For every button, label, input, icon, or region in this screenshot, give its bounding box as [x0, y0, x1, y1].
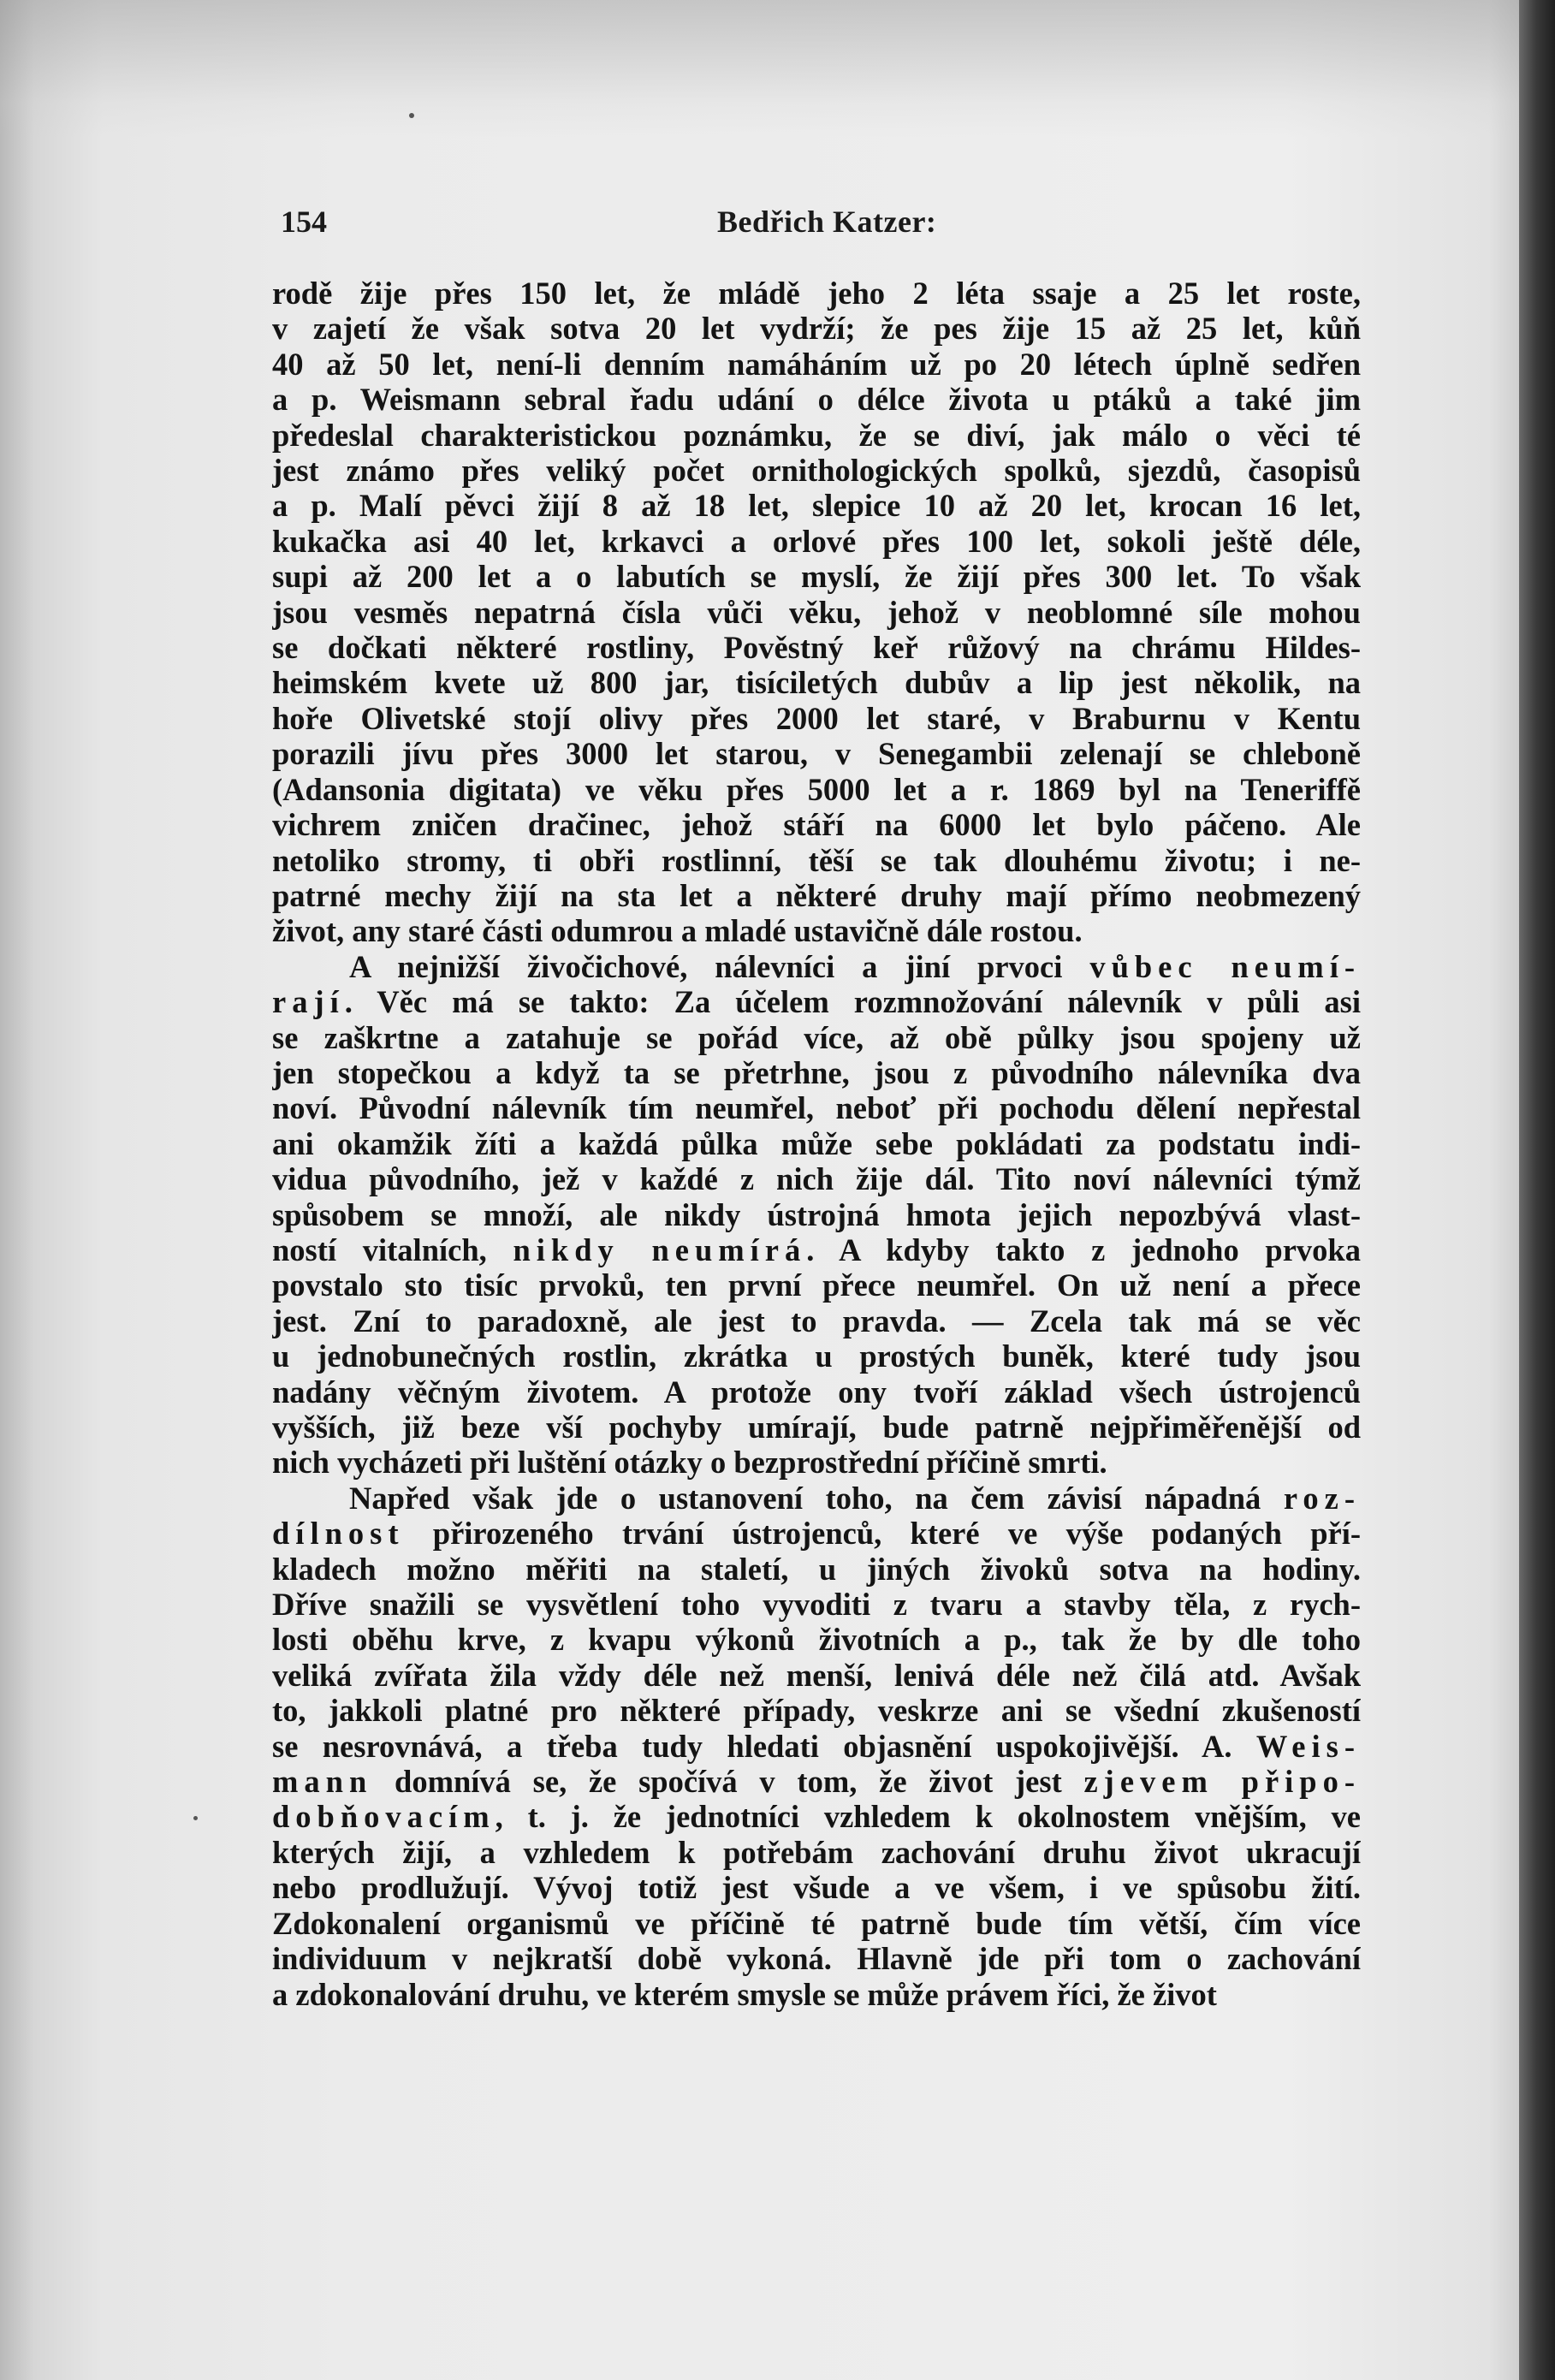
text-line: [272, 949, 1361, 984]
text-line: [272, 1197, 1361, 1232]
text-run: rodě žije přes 150 let, že mládě jeho 2 léta ssaje a 25 let roste,: [272, 276, 1361, 311]
text-line: [272, 1020, 1361, 1055]
text-run: to, jakkoli platné pro některé případy, veskrze ani se všední zkušeností: [272, 1693, 1361, 1729]
text-line: [272, 1799, 1361, 1834]
emphasized-text: nikdy neumírá: [513, 1232, 807, 1267]
text-line: [272, 1835, 1361, 1870]
text-run: individuum v nejkratší době vykoná. Hlavně jde při tom o zachování: [272, 1941, 1361, 1977]
text-line: [272, 1232, 1361, 1267]
text-run: supi až 200 let a o labutích se myslí, že žijí přes 300 let. To však: [272, 559, 1361, 595]
text-run: veliká zvířata žila vždy déle než menší, lenivá déle než čilá atd. Avšak: [272, 1657, 1361, 1693]
text-line: [272, 701, 1361, 736]
text-run: jsou vesměs nepatrná čísla vůči věku, jehož v neoblomné síle mohou: [272, 594, 1361, 630]
emphasized-text: dílnost: [272, 1516, 405, 1552]
text-line: [272, 1410, 1361, 1445]
emphasized-text: roz-: [1283, 1480, 1361, 1516]
text-line: [272, 595, 1361, 630]
text-run: povstalo sto tisíc prvoků, ten první přece neumřel. On už není a přece: [272, 1267, 1361, 1303]
paragraph: [272, 949, 1361, 1481]
text-line: [272, 1941, 1361, 1976]
text-run: noví. Původní nálevník tím neumřel, neboť při pochodu dělení nepřestal: [272, 1090, 1361, 1126]
text-run: A nejnižší živočichové, nálevníci a jiní prvoci: [349, 948, 1090, 984]
text-line: [272, 1055, 1361, 1090]
text-run: nebo prodlužují. Vývoj totiž jest všude a ve všem, i ve spůsobu žití.: [272, 1870, 1361, 1906]
text-line: [272, 665, 1361, 700]
text-run: a zdokonalování druhu, ve kterém smysle se může právem říci, že život: [272, 1976, 1217, 2012]
body-text: [272, 276, 1361, 2012]
text-line: [272, 311, 1361, 346]
text-line: [272, 878, 1361, 913]
text-run: domnívá se, že spočívá v tom, že život jest: [372, 1764, 1084, 1800]
text-line: [272, 1870, 1361, 1905]
text-run: porazili jívu přes 3000 let starou, v Senegambii zelenají se chleboně: [272, 736, 1361, 772]
text-run: netoliko stromy, ti obři rostlinní, těší se tak dlouhému životu; i ne-: [272, 842, 1361, 878]
text-run: . Věc má se takto: Za účelem rozmnožování nálevník v půli asi: [344, 984, 1361, 1020]
paragraph: [272, 1481, 1361, 2012]
text-line: [272, 559, 1361, 594]
text-line: [272, 1693, 1361, 1728]
page-number: 154: [281, 205, 327, 239]
text-line: [272, 488, 1361, 523]
text-line: [272, 1622, 1361, 1657]
text-line: [272, 843, 1361, 878]
text-run: , t. j. že jednotníci vzhledem k okolnostem vnějším, ve: [495, 1799, 1361, 1835]
text-line: [272, 276, 1361, 311]
text-run: Zdokonalení organismů ve příčině té patrně bude tím větší, čím více: [272, 1905, 1361, 1941]
text-run: jen stopečkou a když ta se přetrhne, jsou z původního nálevníka dva: [272, 1054, 1361, 1090]
page-top-shading: [0, 0, 1519, 137]
text-run: vidua původního, jež v každé z nich žije dál. Tito noví nálevníci týmž: [272, 1161, 1361, 1197]
text-run: kterých žijí, a vzhledem k potřebám zachování druhu život ukracují: [272, 1834, 1361, 1870]
text-run: se zaškrtne a zatahuje se pořád více, až obě půlky jsou spojeny už: [272, 1019, 1361, 1055]
text-line: [272, 1516, 1361, 1551]
text-run: 40 až 50 let, není-li denním namáháním už po 20 létech úplně sedřen: [272, 346, 1361, 382]
text-line: [272, 984, 1361, 1019]
text-run: hoře Olivetské stojí olivy přes 2000 let staré, v Braburnu v Kentu: [272, 700, 1361, 736]
text-line: [272, 736, 1361, 771]
text-line: [272, 1303, 1361, 1338]
text-line: [272, 524, 1361, 559]
text-line: [272, 772, 1361, 807]
text-run: jest známo přes veliký počet ornithologických spolků, sjezdů, časopisů: [272, 453, 1361, 489]
text-line: [272, 1764, 1361, 1799]
text-line: [272, 1090, 1361, 1125]
text-run: život, any staré části odumrou a mladé ustavičně dále rostou.: [272, 913, 1083, 949]
emphasized-text: rají: [272, 984, 345, 1020]
text-line: [272, 1267, 1361, 1303]
text-line: [272, 418, 1361, 453]
text-run: se nesrovnává, a třeba tudy hledati objasnění uspokojivější. A.: [272, 1728, 1256, 1764]
emphasized-text: dobňovacím: [272, 1799, 496, 1835]
text-run: kladech možno měřiti na staletí, u jiných živoků sotva na hodiny.: [272, 1551, 1361, 1587]
text-run: se dočkati některé rostliny, Pověstný keř růžový na chrámu Hildes-: [272, 630, 1361, 666]
paper-speck: [193, 1816, 198, 1820]
page-header: [281, 204, 1361, 246]
text-run: kukačka asi 40 let, krkavci a orlové přes 100 let, sokoli ještě déle,: [272, 523, 1361, 559]
text-line: [272, 1729, 1361, 1764]
text-run: Dříve snažili se vysvětlení toho vyvoditi z tvaru a stavby těla, z rych-: [272, 1587, 1361, 1623]
text-run: patrné mechy žijí na sta let a některé druhy mají přímo neobmezený: [272, 877, 1361, 913]
text-run: nich vycházeti při luštění otázky o bezprostřední příčině smrti.: [272, 1445, 1107, 1481]
text-run: spůsobem se množí, ale nikdy ústrojná hmota jejich nepozbývá vlast-: [272, 1196, 1361, 1232]
text-line: [272, 1445, 1361, 1480]
text-run: jest. Zní to paradoxně, ale jest to pravda. — Zcela tak má se věc: [272, 1303, 1361, 1338]
running-head: Bedřich Katzer:: [717, 205, 937, 239]
text-run: vichrem zničen dračinec, jehož stáří na 6000 let bylo páčeno. Ale: [272, 807, 1361, 843]
text-line: [272, 1481, 1361, 1516]
text-line: [272, 1552, 1361, 1587]
text-run: předeslal charakteristickou poznámku, že se diví, jak málo o věci té: [272, 417, 1361, 453]
text-run: v zajetí že však sotva 20 let vydrží; že pes žije 15 až 25 let, kůň: [272, 311, 1361, 347]
text-line: [272, 1587, 1361, 1622]
text-line: [272, 913, 1361, 948]
text-run: (Adansonia digitata) ve věku přes 5000 let a r. 1869 byl na Teneriffě: [272, 771, 1361, 807]
emphasized-text: zjevem připo-: [1083, 1764, 1361, 1800]
text-run: losti oběhu krve, z kvapu výkonů životních a p., tak že by dle toho: [272, 1622, 1361, 1658]
text-line: [272, 1374, 1361, 1410]
text-line: [272, 1658, 1361, 1693]
text-run: nadány věčným životem. A protože ony tvoří základ všech ústrojenců: [272, 1374, 1361, 1410]
text-line: [272, 347, 1361, 382]
text-line: [272, 807, 1361, 842]
text-run: vyšších, již beze vší pochyby umírají, bude patrně nejpřiměřenější od: [272, 1410, 1361, 1445]
text-run: . A kdyby takto z jednoho prvoka: [806, 1232, 1361, 1267]
text-run: a p. Malí pěvci žijí 8 až 18 let, slepice 10 až 20 let, krocan 16 let,: [272, 488, 1361, 524]
scan-edge-shadow: [1519, 0, 1555, 2380]
text-line: [272, 630, 1361, 665]
text-line: [272, 453, 1361, 488]
emphasized-text: mann: [272, 1764, 373, 1800]
text-line: [272, 1906, 1361, 1941]
text-run: ností vitalních,: [272, 1232, 513, 1267]
paper-speck: [409, 113, 414, 118]
text-run: ani okamžik žíti a každá půlka může sebe pokládati za podstatu indi-: [272, 1125, 1361, 1161]
emphasized-text: vůbec neumí-: [1089, 948, 1361, 984]
emphasized-text: Weis-: [1255, 1728, 1361, 1764]
text-line: [272, 1977, 1361, 2012]
text-run: a p. Weismann sebral řadu udání o délce života u ptáků a také jim: [272, 382, 1361, 418]
text-run: u jednobunečných rostlin, zkrátka u prostých buněk, které tudy jsou: [272, 1338, 1361, 1374]
text-line: [272, 1338, 1361, 1374]
text-run: přirozeného trvání ústrojenců, které ve výše podaných pří-: [404, 1516, 1361, 1552]
text-line: [272, 382, 1361, 417]
text-line: [272, 1161, 1361, 1196]
paragraph: [272, 276, 1361, 949]
text-line: [272, 1126, 1361, 1161]
text-run: Napřed však jde o ustanovení toho, na čem závisí nápadná: [349, 1480, 1284, 1516]
text-run: heimském kvete už 800 jar, tisíciletých dubův a lip jest několik, na: [272, 665, 1361, 701]
